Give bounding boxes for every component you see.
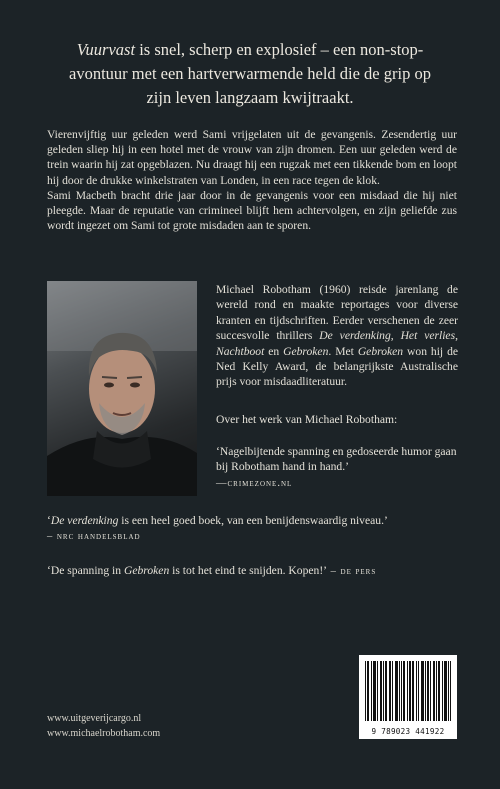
- tagline-title: Vuurvast: [76, 40, 136, 59]
- book-title: Het verlies: [400, 329, 456, 343]
- quote-source: – nrc handelsblad: [47, 531, 141, 543]
- review-quote: [47, 513, 467, 545]
- tagline-text: is snel, scherp en explosief – een non-stop-avontuur met een hartverwarmende held die de grip op zijn leven langzaam kwijtraakt.: [69, 40, 431, 107]
- barcode-icon: [365, 661, 451, 723]
- bio-part-2: . Met: [328, 344, 358, 358]
- quote-pre: ‘: [47, 514, 51, 527]
- book-title: Gebroken: [283, 344, 329, 358]
- quote-text: is tot het eind te snijden. Kopen!’: [169, 564, 328, 577]
- publisher-url[interactable]: www.uitgeverijcargo.nl: [47, 713, 142, 724]
- bio-separator: ,: [390, 329, 401, 343]
- quote-text: ‘Nagelbijtende spanning en gedoseerde humor gaan bij Robotham hand in hand.’: [216, 445, 457, 474]
- author-bio: [216, 282, 458, 390]
- tagline: [55, 38, 445, 110]
- blurb-paragraph-2: Sami Macbeth bracht drie jaar door in de gevangenis voor een misdaad die hij niet pleegde. Maar de reputatie van crimineel blijft hem achtervolgen, en zijn geliefde zus wordt ingezet om Sami tot grote misdaden aan te sporen.: [47, 188, 457, 233]
- blurb-paragraph-1: Vierenvijftig uur geleden werd Sami vrijgelaten uit de gevangenis. Zesendertig uur geleden sliep hij in een hotel met de vrouw van zijn dromen. Een uur geleden werd de trein waarin hij zat opgeblazen. Nu draagt hij een rugzak met een tikkende bom en loopt hij door de drukke winkelstraten van Londen, in een race tegen de klok.: [47, 128, 457, 187]
- quote-title: De verdenking: [50, 514, 119, 527]
- bio-part-3: won hij de Ned Kelly Award, de belangrijkste Australische prijs voor misdaadliteratuur.: [216, 344, 459, 389]
- quote-title: Gebroken: [123, 564, 170, 577]
- bio-part-1: Michael Robotham (1960) reisde jarenlang de wereld rond en maakte reportages voor diverse kranten en tijdschriften. Eerder verschenen de zeer succesvolle thrillers: [216, 283, 458, 343]
- review-quote: [216, 444, 458, 491]
- book-title: Nachtboot: [216, 344, 265, 358]
- author-photo: [47, 281, 197, 496]
- quote-source: – de pers: [327, 566, 377, 577]
- barcode-number: 9 789023 441922: [371, 727, 445, 736]
- quote-pre: ‘De spanning in: [47, 564, 124, 577]
- website-links: [47, 711, 160, 741]
- author-portrait-icon: [47, 281, 197, 496]
- book-title: Gebroken: [357, 344, 404, 358]
- blurb: [47, 127, 457, 233]
- quote-source: —crimezone.nl: [216, 477, 293, 489]
- author-url[interactable]: www.michaelrobotham.com: [47, 728, 161, 739]
- isbn-barcode: [359, 655, 457, 739]
- review-quote: [47, 563, 467, 579]
- bio-lead: Over het werk van Michael Robotham:: [216, 413, 398, 426]
- book-title: De verdenking: [319, 329, 391, 343]
- bio-separator: ,: [455, 329, 458, 343]
- bio-separator: en: [264, 344, 284, 358]
- quote-text: is een heel goed boek, van een benijdenswaardig niveau.’: [118, 514, 388, 527]
